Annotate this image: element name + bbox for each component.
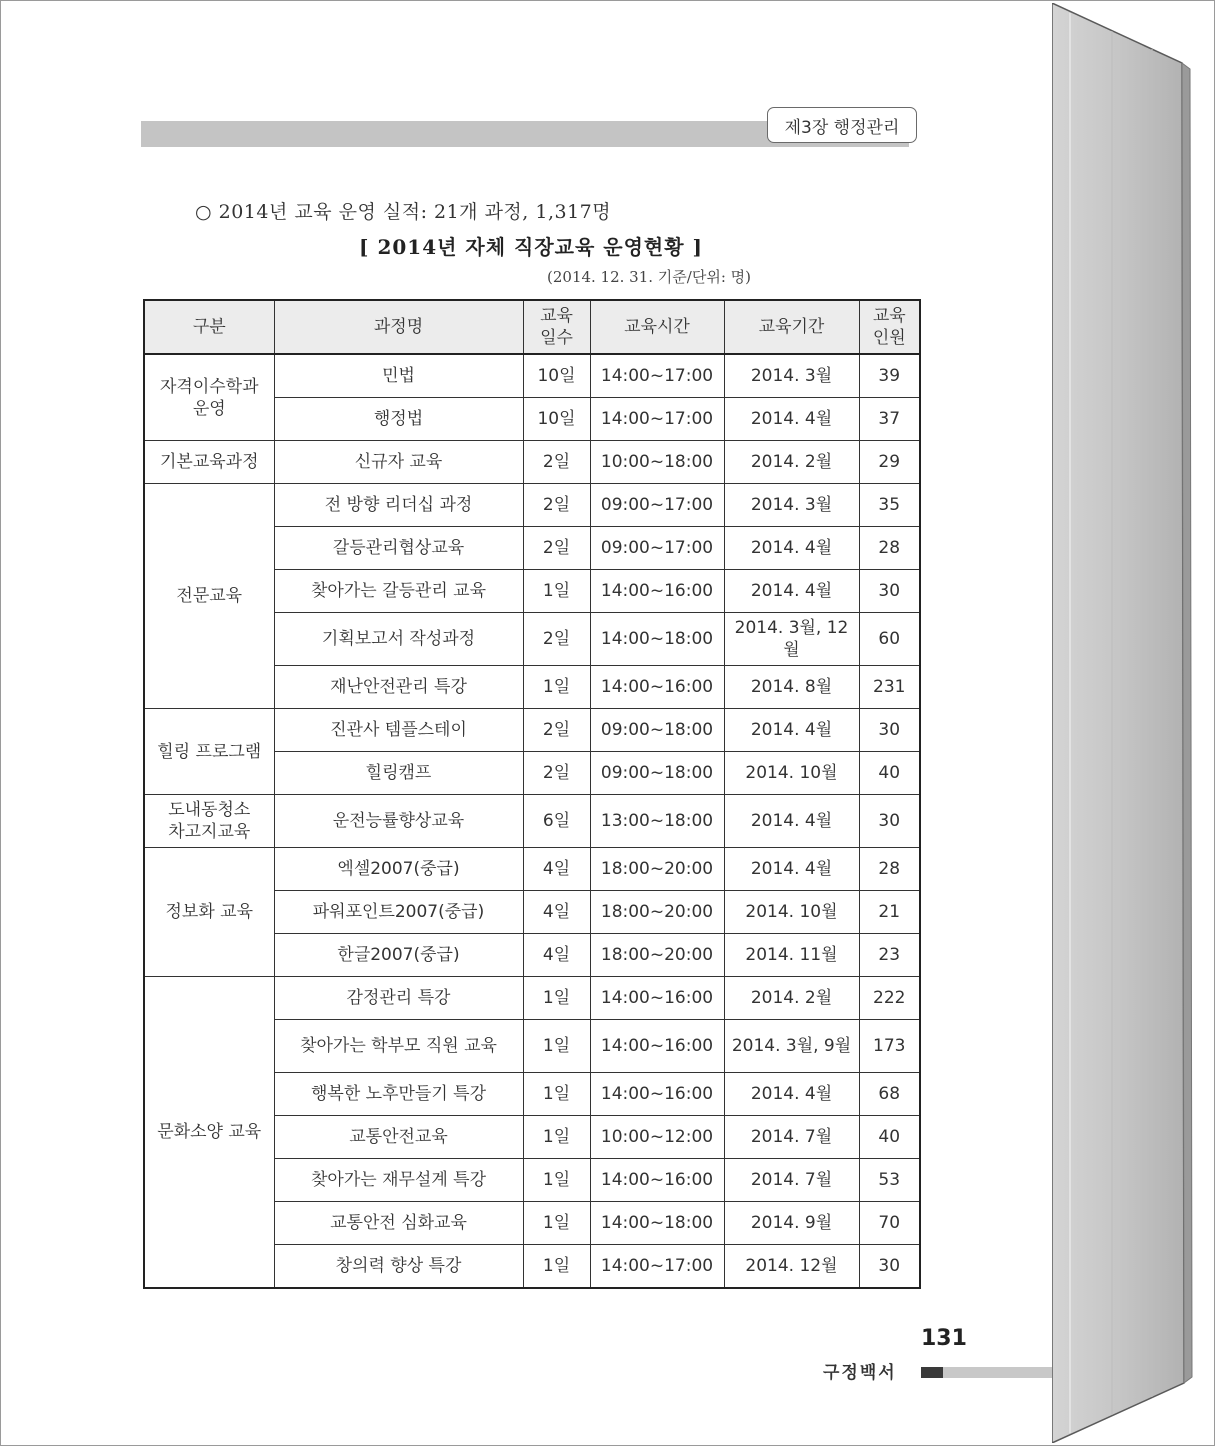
- days-cell: 10일: [523, 398, 590, 441]
- table-title: [ 2014년 자체 직장교육 운영현황 ]: [359, 235, 703, 259]
- course-cell: 찾아가는 학부모 직원 교육: [274, 1020, 523, 1073]
- category-cell: 정보화 교육: [144, 848, 274, 977]
- time-cell: 14:00~17:00: [590, 354, 724, 398]
- time-cell: 14:00~16:00: [590, 570, 724, 613]
- people-cell: 222: [859, 977, 920, 1020]
- footer-bar-dark: [921, 1367, 943, 1378]
- people-cell: 21: [859, 891, 920, 934]
- people-cell: 173: [859, 1020, 920, 1073]
- course-cell: 찾아가는 재무설계 특강: [274, 1159, 523, 1202]
- course-cell: 교통안전교육: [274, 1116, 523, 1159]
- table-row: [144, 484, 920, 527]
- course-cell: 운전능률향상교육: [274, 795, 523, 848]
- period-cell: 2014. 4월: [724, 398, 859, 441]
- course-cell: 창의력 향상 특강: [274, 1245, 523, 1289]
- days-cell: 2일: [523, 613, 590, 666]
- page-number: 131: [921, 1326, 967, 1351]
- people-cell: 28: [859, 848, 920, 891]
- course-cell: 감정관리 특강: [274, 977, 523, 1020]
- table-row: [144, 848, 920, 891]
- days-cell: 2일: [523, 752, 590, 795]
- days-cell: 4일: [523, 934, 590, 977]
- days-cell: 4일: [523, 891, 590, 934]
- course-cell: 갈등관리협상교육: [274, 527, 523, 570]
- table-row: [144, 795, 920, 848]
- period-cell: 2014. 3월: [724, 354, 859, 398]
- category-cell: 자격이수학과 운영: [144, 354, 274, 441]
- period-cell: 2014. 4월: [724, 709, 859, 752]
- header-time: 교육시간: [590, 300, 724, 354]
- days-cell: 10일: [523, 354, 590, 398]
- period-cell: 2014. 2월: [724, 977, 859, 1020]
- time-cell: 14:00~17:00: [590, 1245, 724, 1289]
- time-cell: 10:00~12:00: [590, 1116, 724, 1159]
- time-cell: 09:00~18:00: [590, 752, 724, 795]
- course-cell: 민법: [274, 354, 523, 398]
- category-cell: 기본교육과정: [144, 441, 274, 484]
- people-cell: 39: [859, 354, 920, 398]
- book-title: 구정백서: [823, 1363, 897, 1383]
- people-cell: 30: [859, 1245, 920, 1289]
- time-cell: 09:00~18:00: [590, 709, 724, 752]
- days-cell: 2일: [523, 484, 590, 527]
- time-cell: 14:00~16:00: [590, 977, 724, 1020]
- people-cell: 30: [859, 570, 920, 613]
- course-cell: 신규자 교육: [274, 441, 523, 484]
- time-cell: 09:00~17:00: [590, 484, 724, 527]
- time-cell: 10:00~18:00: [590, 441, 724, 484]
- time-cell: 14:00~18:00: [590, 1202, 724, 1245]
- table-row: [144, 977, 920, 1020]
- course-cell: 전 방향 리더십 과정: [274, 484, 523, 527]
- days-cell: 2일: [523, 441, 590, 484]
- people-cell: 29: [859, 441, 920, 484]
- footer-bar-light: [943, 1367, 1054, 1378]
- days-cell: 1일: [523, 1020, 590, 1073]
- category-cell: 전문교육: [144, 484, 274, 709]
- time-cell: 14:00~18:00: [590, 613, 724, 666]
- period-cell: 2014. 10월: [724, 891, 859, 934]
- time-cell: 14:00~17:00: [590, 398, 724, 441]
- period-cell: 2014. 4월: [724, 570, 859, 613]
- course-cell: 힐링캠프: [274, 752, 523, 795]
- header-category: 구분: [144, 300, 274, 354]
- header-days-label: 교육 일수: [540, 306, 573, 348]
- people-cell: 30: [859, 795, 920, 848]
- days-cell: 1일: [523, 1202, 590, 1245]
- course-cell: 파워포인트2007(중급): [274, 891, 523, 934]
- period-cell: 2014. 12월: [724, 1245, 859, 1289]
- category-cell: 문화소양 교육: [144, 977, 274, 1289]
- days-cell: 1일: [523, 1159, 590, 1202]
- period-cell: 2014. 7월: [724, 1116, 859, 1159]
- education-table: [143, 299, 921, 1289]
- course-cell: 진관사 템플스테이: [274, 709, 523, 752]
- period-cell: 2014. 4월: [724, 527, 859, 570]
- time-cell: 18:00~20:00: [590, 934, 724, 977]
- table-header-row: [144, 300, 920, 354]
- period-cell: 2014. 4월: [724, 795, 859, 848]
- people-cell: 35: [859, 484, 920, 527]
- category-cell: 도내동청소 차고지교육: [144, 795, 274, 848]
- people-cell: 40: [859, 1116, 920, 1159]
- summary-line: ○ 2014년 교육 운영 실적: 21개 과정, 1,317명: [195, 201, 612, 223]
- course-cell: 엑셀2007(중급): [274, 848, 523, 891]
- days-cell: 2일: [523, 709, 590, 752]
- days-cell: 2일: [523, 527, 590, 570]
- time-cell: 14:00~16:00: [590, 1020, 724, 1073]
- period-cell: 2014. 4월: [724, 1073, 859, 1116]
- people-cell: 40: [859, 752, 920, 795]
- people-cell: 231: [859, 666, 920, 709]
- header-period: 교육기간: [724, 300, 859, 354]
- days-cell: 1일: [523, 1073, 590, 1116]
- header-course: 과정명: [274, 300, 523, 354]
- period-cell: 2014. 3월: [724, 484, 859, 527]
- days-cell: 6일: [523, 795, 590, 848]
- chapter-tab: 제3장 행정관리: [767, 107, 917, 143]
- table-row: [144, 709, 920, 752]
- header-people-label: 교육 인원: [872, 306, 906, 348]
- people-cell: 23: [859, 934, 920, 977]
- people-cell: 70: [859, 1202, 920, 1245]
- days-cell: 1일: [523, 666, 590, 709]
- basis-note: (2014. 12. 31. 기준/단위: 명): [547, 268, 751, 286]
- course-cell: 찾아가는 갈등관리 교육: [274, 570, 523, 613]
- table-body: [144, 354, 920, 1288]
- time-cell: 13:00~18:00: [590, 795, 724, 848]
- days-cell: 1일: [523, 570, 590, 613]
- course-cell: 재난안전관리 특강: [274, 666, 523, 709]
- course-cell: 한글2007(중급): [274, 934, 523, 977]
- time-cell: 14:00~16:00: [590, 1159, 724, 1202]
- time-cell: 09:00~17:00: [590, 527, 724, 570]
- period-cell: 2014. 7월: [724, 1159, 859, 1202]
- course-cell: 기획보고서 작성과정: [274, 613, 523, 666]
- people-cell: 30: [859, 709, 920, 752]
- period-cell: 2014. 8월: [724, 666, 859, 709]
- table-row: [144, 441, 920, 484]
- category-cell: 힐링 프로그램: [144, 709, 274, 795]
- header-days: [523, 300, 590, 354]
- period-cell: 2014. 10월: [724, 752, 859, 795]
- period-cell: 2014. 9월: [724, 1202, 859, 1245]
- time-cell: 18:00~20:00: [590, 848, 724, 891]
- people-cell: 60: [859, 613, 920, 666]
- course-cell: 교통안전 심화교육: [274, 1202, 523, 1245]
- period-cell: 2014. 3월, 9월: [724, 1020, 859, 1073]
- period-cell: 2014. 11월: [724, 934, 859, 977]
- days-cell: 1일: [523, 1116, 590, 1159]
- people-cell: 68: [859, 1073, 920, 1116]
- course-cell: 행정법: [274, 398, 523, 441]
- people-cell: 37: [859, 398, 920, 441]
- time-cell: 14:00~16:00: [590, 666, 724, 709]
- course-cell: 행복한 노후만들기 특강: [274, 1073, 523, 1116]
- people-cell: 28: [859, 527, 920, 570]
- header-people: [859, 300, 920, 354]
- period-cell: 2014. 3월, 12월: [724, 613, 859, 666]
- days-cell: 4일: [523, 848, 590, 891]
- document-page: [3, 3, 1053, 1443]
- period-cell: 2014. 2월: [724, 441, 859, 484]
- table-row: [144, 354, 920, 398]
- time-cell: 18:00~20:00: [590, 891, 724, 934]
- book-spine: [1052, 3, 1212, 1443]
- time-cell: 14:00~16:00: [590, 1073, 724, 1116]
- days-cell: 1일: [523, 977, 590, 1020]
- days-cell: 1일: [523, 1245, 590, 1289]
- period-cell: 2014. 4월: [724, 848, 859, 891]
- people-cell: 53: [859, 1159, 920, 1202]
